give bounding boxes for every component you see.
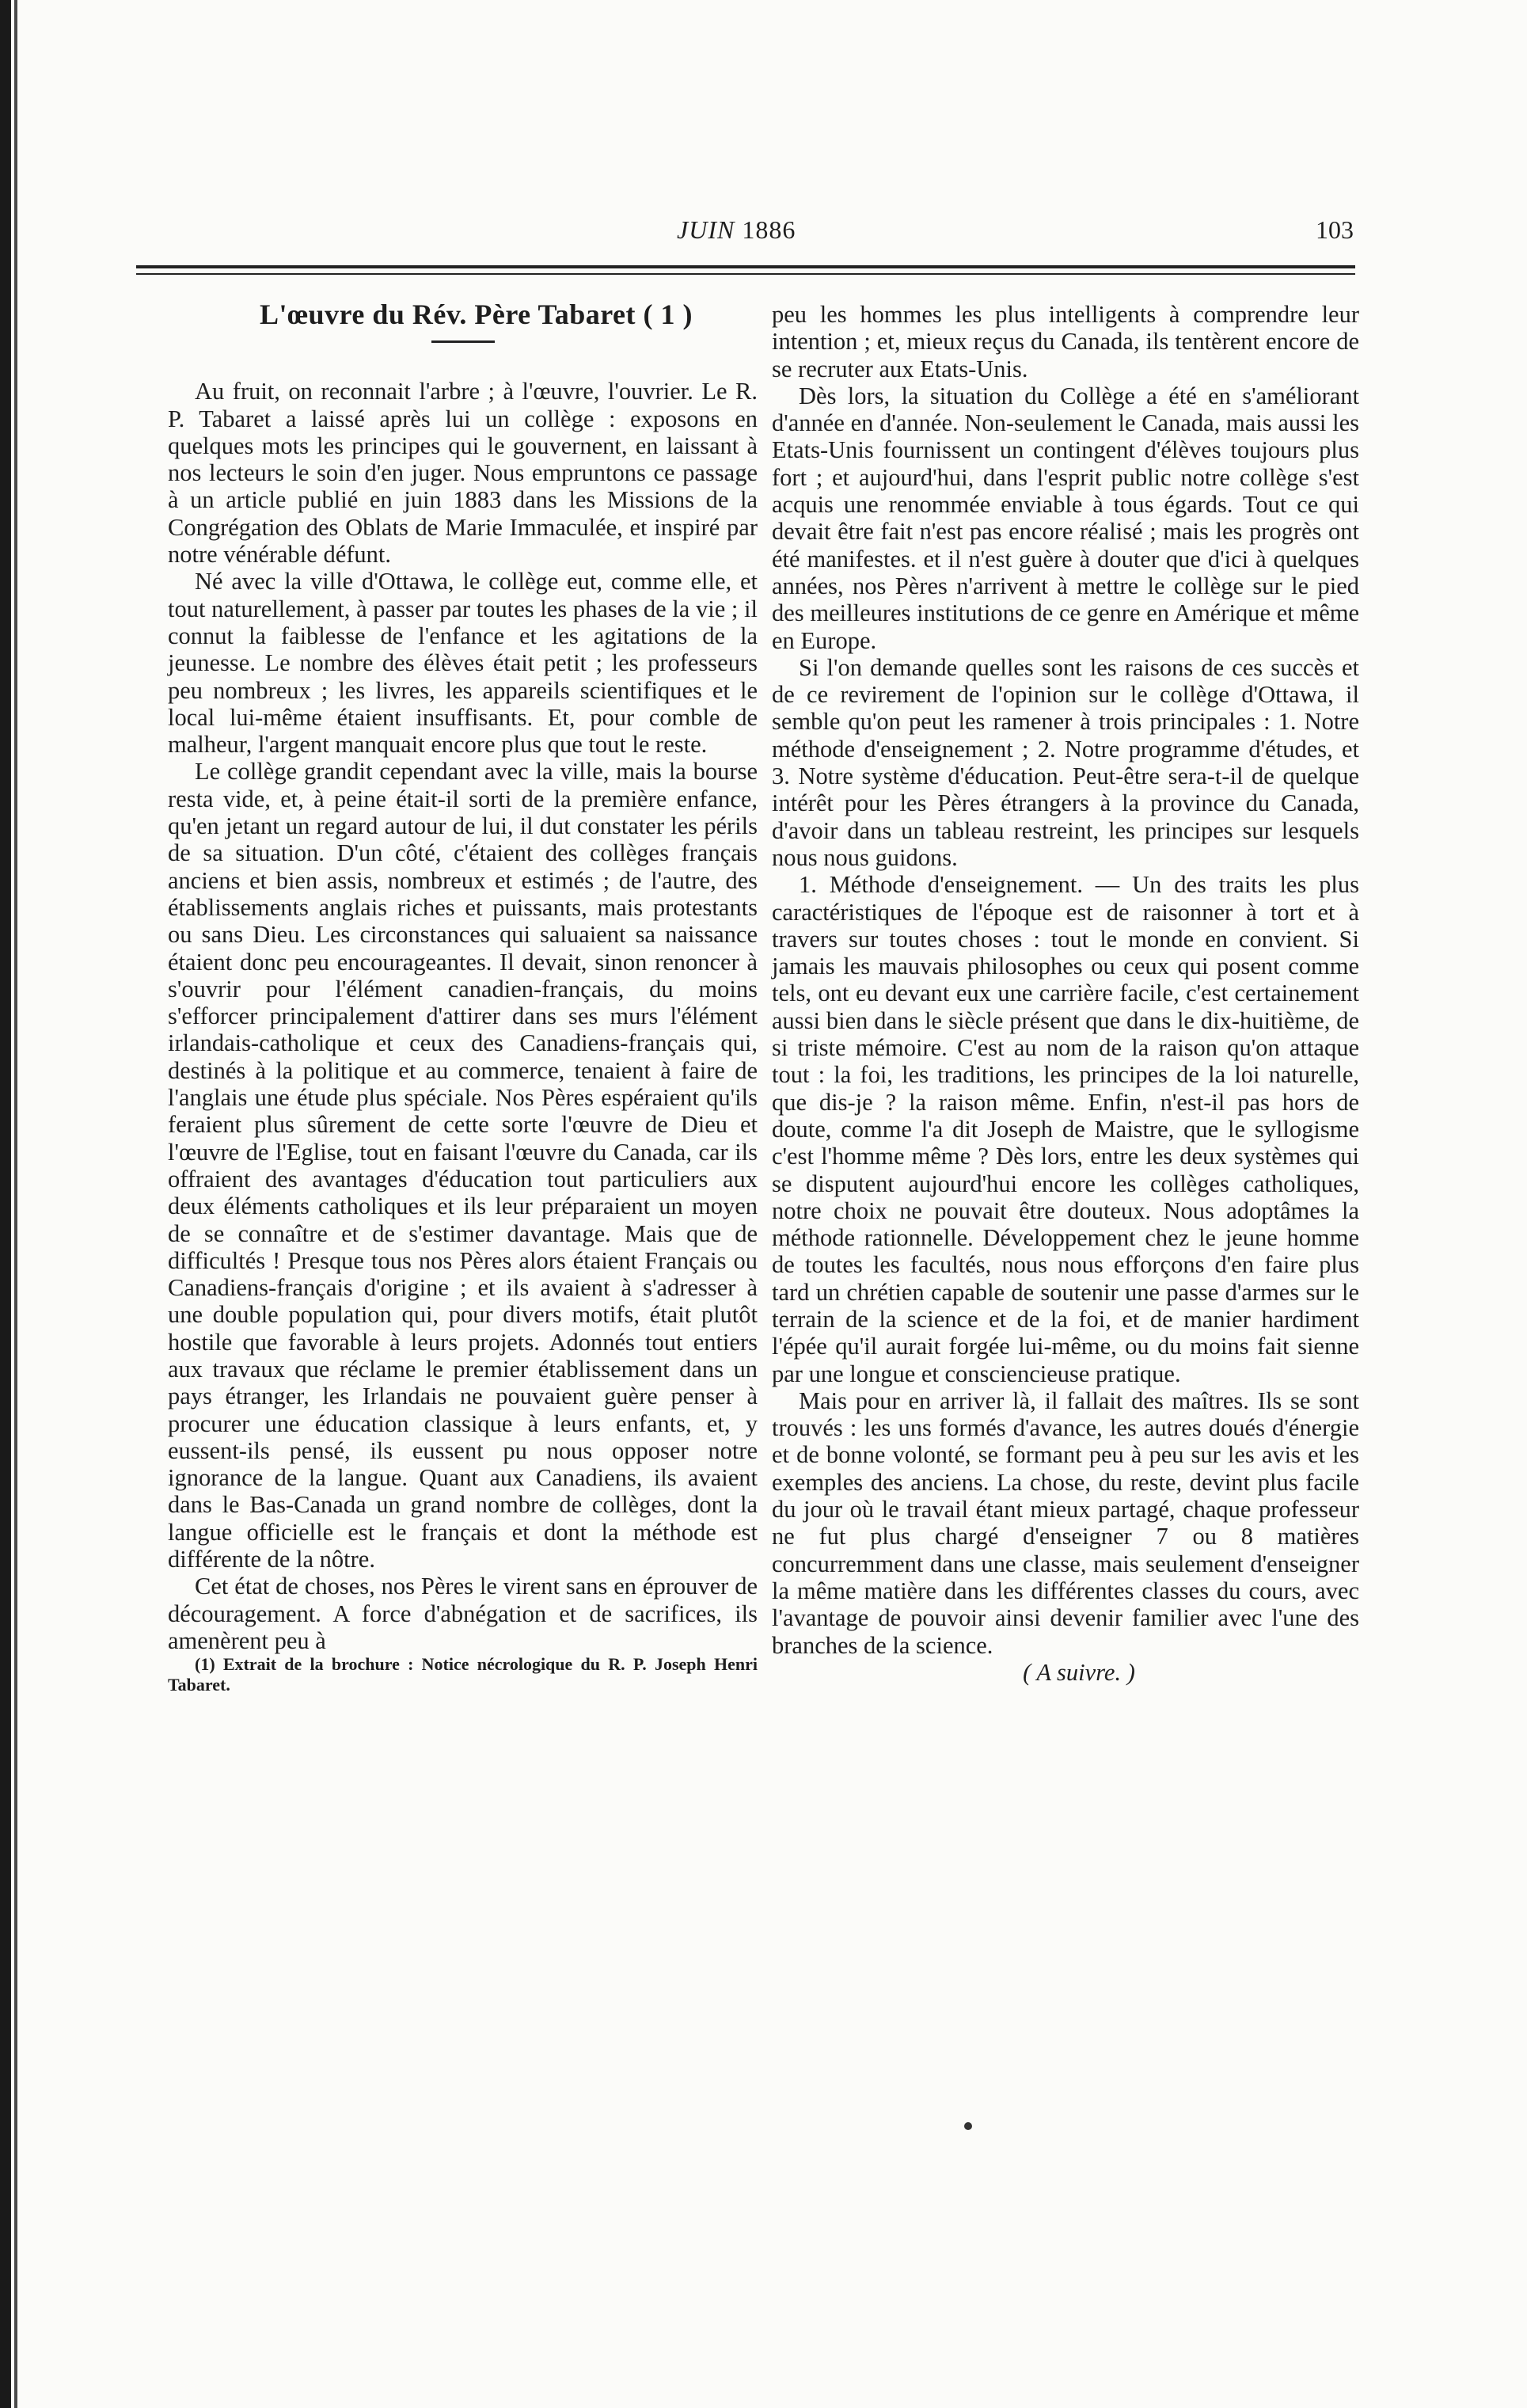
paragraph: Né avec la ville d'Ottawa, le collège eut, comme elle, et tout naturellement, à passer par toutes les phases de la vie ; il connut la faiblesse de l'enfance et les agitations de la jeunesse. Le nombre des élèves était petit ; les professeurs peu nombreux ; les livres, les appareils scientifiques et le local lui-même étaient insuffisants. Et, pour comble de malheur, l'argent manquait encore plus que tout le reste. xyxy=(168,568,758,759)
page-number: 103 xyxy=(1316,215,1354,244)
footnote: (1) Extrait de la brochure : Notice nécrologique du R. P. Joseph Henri Tabaret. xyxy=(168,1654,758,1695)
paragraph: Au fruit, on reconnait l'arbre ; à l'œuvre, l'ouvrier. Le R. P. Tabaret a laissé après lui un collège : exposons en quelques mots les principes qui le gouvernent, en laissant à nos lecteurs le soin d'en juger. Nous empruntons ce passage à un article publié en juin 1883 dans les Missions de la Congrégation des Oblats de Marie Immaculée, et inspiré par notre vénérable défunt. xyxy=(168,378,758,569)
paragraph: Cet état de choses, nos Pères le virent sans en éprouver de découragement. A force d'abnégation et de sacrifices, ils amenèrent peu à xyxy=(168,1573,758,1654)
left-column xyxy=(168,301,758,1695)
paragraph: Si l'on demande quelles sont les raisons de ces succès et de ce revirement de l'opinion sur le collège d'Ottawa, il semble qu'on peut les ramener à trois principales : 1. Notre méthode d'enseignement ; 2. Notre programme d'études, et 3. Notre système d'éducation. Peut-être sera-t-il de quelque intérêt pour les Pères étrangers à la province du Canada, d'avoir dans un tableau restreint, les principes sur lesquels nous nous guidons. xyxy=(772,653,1359,871)
right-column xyxy=(772,301,1359,1686)
paragraph: 1. Méthode d'enseignement. — Un des traits les plus caractéristiques de l'époque est de raisonner à tort et à travers sur toutes choses : tout le monde en convient. Si jamais les mauvais philosophes ou ceux qui posent comme tels, ont eu devant eux une carrière facile, c'est certainement aussi bien dans le siècle présent que dans le dix-huitième, de si triste mémoire. C'est au nom de la raison qu'on attaque tout : la foi, les traditions, les principes de la loi naturelle, que dis-je ? la raison même. Enfin, n'est-il pas hors de doute, comme l'a dit Joseph de Maistre, que le syllogisme c'est l'homme même ? Dès lors, entre les deux systèmes qui se disputent aujourd'hui encore les collèges catholiques, notre choix ne pouvait être douteux. Nous adoptâmes la méthode rationnelle. Développement chez le jeune homme de toutes les facultés, nous nous efforçons d'en faire plus tard un chrétien capable de soutenir une passe d'armes sur le terrain de la science et de la foi, et de manier hardiment l'épée qu'il aurait forgée lui-même, ou du moins fait sienne par une longue et consciencieuse pratique. xyxy=(772,871,1359,1387)
to-be-continued: ( A suivre. ) xyxy=(1023,1658,1135,1686)
binding-shadow xyxy=(14,0,17,2408)
article-title: L'œuvre du Rév. Père Tabaret ( 1 ) xyxy=(260,299,693,330)
header-rule-thin xyxy=(136,273,1355,275)
issue-month: JUIN xyxy=(677,215,735,244)
paragraph: Le collège grandit cependant avec la ville, mais la bourse resta vide, et, à peine était-il sorti de la première enfance, qu'en jetant un regard autour de lui, il dut constater les périls de sa situation. D'un côté, c'étaient des collèges français anciens et bien assis, nombreux et estimés ; de l'autre, des établissements anglais riches et puissants, mais protestants ou sans Dieu. Les circonstances qui saluaient sa naissance étaient donc peu encourageantes. Il devait, sinon renoncer à s'ouvrir pour l'élément canadien-français, du moins s'efforcer principalement d'attirer dans ses murs l'élément irlandais-catholique et ceux des Canadiens-français qui, destinés à la politique et au commerce, tenaient à faire de l'anglais une étude plus spéciale. Nos Pères espéraient qu'ils feraient plus sûrement de cette sorte l'œuvre de Dieu et l'œuvre de l'Eglise, tout en faisant l'œuvre du Canada, car ils offraient des avantages d'éducation tout particuliers aux deux éléments catholiques et ils leur préparaient un moyen de se connaître et de s'estimer davantage. Mais que de difficultés ! Presque tous nos Pères alors étaient Français ou Canadiens-français d'origine ; et ils avaient à s'adresser à une double population qui, pour divers motifs, était plutôt hostile que favorable à leurs projets. Adonnés tout entiers aux travaux que réclame le premier établissement dans un pays étranger, les Irlandais ne pouvaient guère penser à procurer une éducation classique à leurs enfants, et, y eussent-ils pensé, ils eussent pu nous opposer notre ignorance de la langue. Quant aux Canadiens, ils avaient dans le Bas-Canada un grand nombre de collèges, dont la langue officielle est le français et dont la méthode est différente de la nôtre. xyxy=(168,758,758,1573)
paragraph: Dès lors, la situation du Collège a été en s'améliorant d'année en d'année. Non-seulement le Canada, mais aussi les Etats-Unis fournissent un contingent d'élèves toujours plus fort ; et aujourd'hui, dans l'esprit public notre collège s'est acquis une renommée enviable à tous égards. Tout ce qui devait être fait n'est pas encore réalisé ; mais les progrès ont été manifestes. et il n'est guère à douter que d'ici à quelques années, nos Pères n'arrivent à mettre le collège sur le pied des meilleures institutions de ce genre en Amérique et même en Europe. xyxy=(772,382,1359,654)
title-divider xyxy=(431,340,495,343)
header-rule-thick xyxy=(136,265,1355,268)
paragraph: Mais pour en arriver là, il fallait des maîtres. Ils se sont trouvés : les uns formés d'avance, les autres doués d'énergie et de bonne volonté, se formant peu à peu sur les avis et les exemples des anciens. La chose, du reste, devint plus facile du jour où le travail étant mieux partagé, chaque professeur ne fut plus chargé d'enseigner 7 ou 8 matières concurremment dans une classe, mais seulement d'enseigner la même matière dans les différentes classes du cours, avec l'avantage de pouvoir ainsi devenir familier avec l'une des branches de la science. xyxy=(772,1387,1359,1659)
issue-year: 1886 xyxy=(742,215,796,244)
page-header xyxy=(135,215,1354,255)
binding-edge xyxy=(0,0,11,2408)
issue-date xyxy=(677,215,796,245)
ink-speck xyxy=(964,2122,972,2130)
paragraph: peu les hommes les plus intelligents à comprendre leur intention ; et, mieux reçus du Canada, ils tentèrent encore de se recruter aux Etats-Unis. xyxy=(772,301,1359,382)
